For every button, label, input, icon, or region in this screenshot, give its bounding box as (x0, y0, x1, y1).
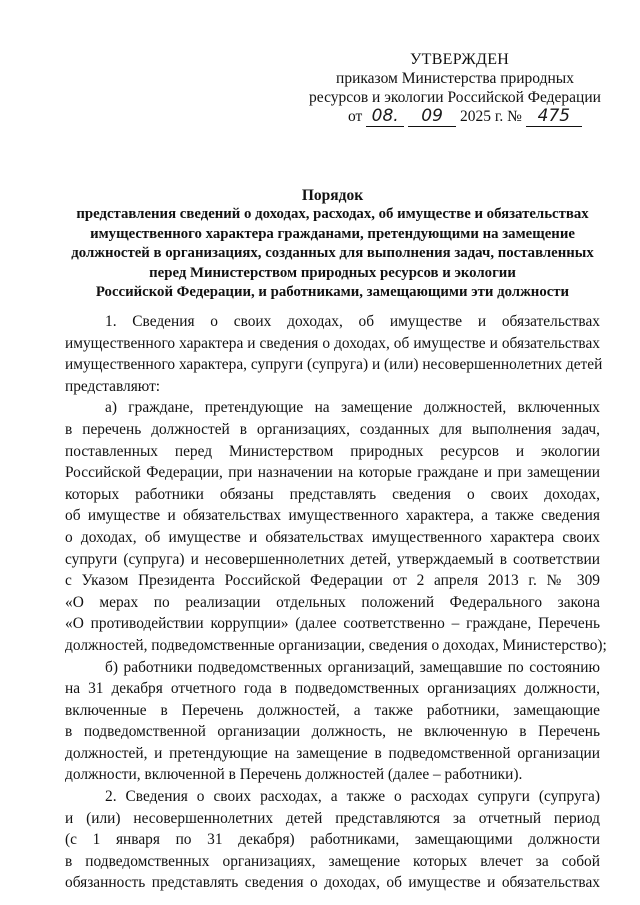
heading-line: должностей в организациях, созданных для выполнения задач, поставленных (71, 245, 594, 262)
body-line: включенные в Перечень должностей, а также работники, замещающие (65, 701, 600, 719)
body-line: должностей, подведомственные организации, сведения о доходах, Министерство); (65, 636, 607, 654)
body-line: имущественного характера и сведения о доходах, об имуществе и обязательствах (65, 334, 600, 352)
body-line: обязанность представлять сведения о доходах, об имуществе и обязательствах (65, 874, 600, 892)
body-line: на 31 декабря отчетного года в подведомственных организациях должности, (65, 680, 600, 698)
body-line: с Указом Президента Российской Федерации от 2 апреля 2013 г. № 309 (65, 572, 600, 590)
body-line: супруги (супруга) и несовершеннолетних детей, утверждаемый в соответствии (65, 550, 600, 568)
body-line: и (или) несовершеннолетних детей представляются за отчетный период (65, 809, 600, 827)
heading-line: представления сведений о доходах, расходах, об имуществе и обязательствах (76, 206, 589, 223)
body-line: а) граждане, претендующие на замещение должностей, включенных (105, 399, 600, 417)
body-line: имущественного характера, супруги (супруга) и (или) несовершеннолетних детей (65, 356, 603, 374)
document-heading (60, 186, 605, 302)
date-suffix: 2025 г. № (459, 108, 522, 125)
body-line: б) работники подведомственных организаций, замещавшие по состоянию (105, 658, 600, 676)
body-line: 1. Сведения о своих доходах, об имуществе и обязательствах (105, 313, 600, 330)
heading-line: Российской Федерации, и работниками, замещающими эти должности (95, 284, 570, 301)
approval-date-line (300, 107, 610, 127)
body-line: должностей, и претендующие на замещение в подведомственной организации (65, 744, 600, 762)
body-line: представляют: (65, 377, 161, 395)
document-body (65, 311, 607, 894)
body-line: о доходах, об имуществе и обязательствах имущественного характера своих (65, 528, 600, 546)
heading-line: перед Министерством природных ресурсов и экологии (149, 264, 516, 281)
date-prefix: от (348, 108, 363, 125)
body-line: «О мерах по реализации отдельных положений Федерального закона (65, 593, 600, 611)
body-line: поставленных перед Министерством природных ресурсов и экологии (65, 442, 600, 460)
handwritten-order-number: 475 (526, 107, 582, 127)
body-line: (с 1 января по 31 декабря) работниками, замещающими должности (65, 831, 600, 849)
heading-line: имущественного характера гражданами, претендующими на замещение (90, 225, 575, 242)
body-line: об имуществе и обязательствах имущественного характера, а также сведения (65, 507, 600, 525)
approval-title: УТВЕРЖДЕН (410, 51, 510, 68)
body-line: в подведомственных организациях, замещение которых влечет за собой (65, 852, 600, 870)
body-line: в перечень должностей в организациях, созданных для выполнения задач, (65, 420, 600, 438)
handwritten-date-month: 09 (408, 107, 456, 127)
handwritten-date-day: 08. (366, 107, 404, 127)
approval-line-1: приказом Министерства природных (336, 70, 574, 87)
body-line: в подведомственной организации должность, не включенную в Перечень (65, 723, 600, 741)
approval-line-2: ресурсов и экологии Российской Федерации (309, 89, 601, 106)
heading-title: Порядок (301, 187, 364, 204)
body-line: которых работники обязаны представлять сведения о своих доходах, (65, 485, 600, 503)
approval-stamp (300, 50, 610, 127)
body-line: должности, включенной в Перечень должностей (далее – работники). (65, 766, 523, 784)
body-line: Российской Федерации, при назначении на которые граждане и при замещении (65, 464, 600, 482)
body-line: «О противодействии коррупции» (далее соответственно – граждане, Перечень (65, 615, 600, 633)
body-line: 2. Сведения о своих расходах, а также о расходах супруги (супруга) (105, 788, 600, 806)
